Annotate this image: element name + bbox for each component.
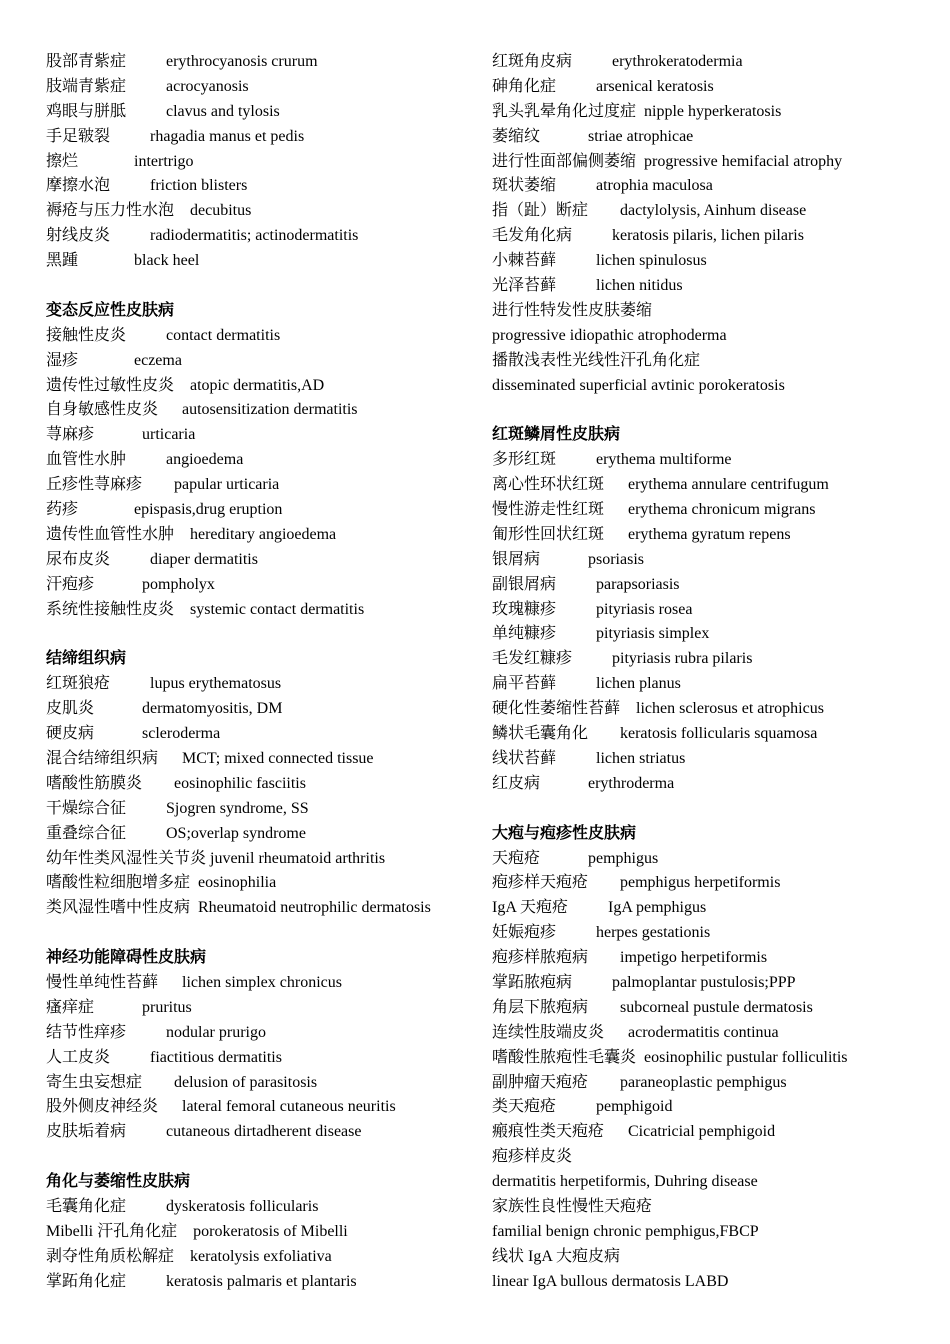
term-line: 擦烂 intertrigo — [46, 152, 194, 170]
term-line: 剥夺性角质松解症 keratolysis exfoliativa — [46, 1247, 332, 1265]
term-line: 鸡眼与胼胝 clavus and tylosis — [46, 102, 280, 120]
spacer — [46, 921, 466, 946]
term-line: 硬皮病 scleroderma — [46, 725, 221, 743]
term-line: 股部青紫症 erythrocyanosis crurum — [46, 53, 318, 70]
term-line: 副肿瘤天疱疮 paraneoplastic pemphigus — [492, 1073, 787, 1091]
term-line: 嗜酸性筋膜炎 eosinophilic fasciitis — [46, 774, 306, 792]
term-line: 汗疱疹 pompholyx — [46, 575, 215, 593]
term-line: 射线皮炎 radiodermatitis; actinodermatitis — [46, 227, 359, 245]
term-line: 瘙痒症 pruritus — [46, 998, 192, 1016]
term-line: 小棘苔藓 lichen spinulosus — [492, 252, 707, 270]
section-heading: 角化与萎缩性皮肤病 — [46, 1173, 191, 1191]
term-line: 丘疹性荨麻疹 papular urticaria — [46, 476, 280, 494]
term-line: 干燥综合征 Sjogren syndrome, SS — [46, 799, 309, 817]
term-line: 黑踵 black heel — [46, 252, 200, 270]
term-line: 血管性水肿 angioedema — [46, 451, 244, 469]
term-line: 光泽苔藓 lichen nitidus — [492, 277, 683, 295]
term-line: 幼年性类风湿性关节炎 juvenil rheumatoid arthritis — [46, 849, 386, 867]
term-line: 掌跖角化症 keratosis palmaris et plantaris — [46, 1272, 357, 1290]
term-line: 毛囊角化症 dyskeratosis follicularis — [46, 1197, 319, 1215]
term-line: 线状苔藓 lichen striatus — [492, 749, 686, 767]
section-heading: 红斑鳞屑性皮肤病 — [492, 426, 621, 444]
term-line: 萎缩纹 striae atrophicae — [492, 127, 694, 145]
term-line: 进行性特发性皮肤萎缩 — [492, 301, 653, 319]
term-line: 嗜酸性脓疱性毛囊炎 eosinophilic pustular folliculitis — [492, 1048, 848, 1066]
term-line: 遗传性过敏性皮炎 atopic dermatitis,AD — [46, 376, 325, 394]
term-line: 毛发红糠疹 pityriasis rubra pilaris — [492, 650, 753, 668]
term-line: 砷角化症 arsenical keratosis — [492, 77, 714, 95]
term-line: 家族性良性慢性天疱疮 — [492, 1197, 653, 1215]
term-line: 褥疮与压力性水泡 decubitus — [46, 202, 252, 220]
term-line: 疱疹样脓疱病 impetigo herpetiformis — [492, 949, 768, 967]
section-heading: 结缔组织病 — [46, 650, 127, 668]
term-line: 硬化性萎缩性苔藓 lichen sclerosus et atrophicus — [492, 700, 824, 718]
term-line: 扁平苔藓 lichen planus — [492, 675, 681, 693]
term-line: 重叠综合征 OS;overlap syndrome — [46, 824, 306, 842]
term-line: 肢端青紫症 acrocyanosis — [46, 77, 249, 95]
term-line: 湿疹 eczema — [46, 351, 182, 369]
term-line: 慢性游走性红斑 erythema chronicum migrans — [492, 501, 816, 519]
term-line: 妊娠疱疹 herpes gestationis — [492, 924, 711, 942]
term-line: 红斑狼疮 lupus erythematosus — [46, 675, 282, 693]
term-line: 多形红斑 erythema multiforme — [492, 451, 732, 469]
term-line: 玫瑰糠疹 pityriasis rosea — [492, 600, 693, 618]
term-line: 进行性面部偏侧萎缩 progressive hemifacial atrophy — [492, 152, 843, 170]
term-line: progressive idiopathic atrophoderma — [492, 326, 727, 344]
spacer — [46, 1145, 466, 1170]
term-line: 播散浅表性光线性汗孔角化症 — [492, 351, 701, 369]
term-line: 角层下脓疱病 subcorneal pustule dermatosis — [492, 998, 813, 1016]
term-line: 天疱疮 pemphigus — [492, 849, 659, 867]
spacer — [492, 398, 922, 423]
term-line: 摩擦水泡 friction blisters — [46, 177, 248, 195]
term-line: 单纯糠疹 pityriasis simplex — [492, 625, 710, 643]
term-line: 瘢痕性类天疱疮 Cicatricial pemphigoid — [492, 1123, 776, 1141]
term-line: 慢性单纯性苔藓 lichen simplex chronicus — [46, 973, 342, 991]
right-column — [492, 50, 922, 1295]
term-line: 副银屑病 parapsoriasis — [492, 575, 680, 593]
spacer — [46, 274, 466, 299]
section-heading: 变态反应性皮肤病 — [46, 301, 175, 319]
term-line: 线状 IgA 大疱皮病 — [492, 1247, 621, 1265]
term-line: 手足皲裂 rhagadia manus et pedis — [46, 127, 305, 145]
term-line: 皮肌炎 dermatomyositis, DM — [46, 700, 283, 718]
term-line: 毛发角化病 keratosis pilaris, lichen pilaris — [492, 227, 804, 245]
term-line: 荨麻疹 urticaria — [46, 426, 196, 444]
term-line: 疱疹样天疱疮 pemphigus herpetiformis — [492, 874, 781, 892]
term-line: 类天疱疮 pemphigoid — [492, 1098, 673, 1116]
section-heading: 神经功能障碍性皮肤病 — [46, 949, 207, 967]
term-line: 类风湿性嗜中性皮病 Rheumatoid neutrophilic dermatosis — [46, 899, 431, 917]
spacer — [492, 797, 922, 822]
term-line: 匍形性回状红斑 erythema gyratum repens — [492, 525, 791, 543]
term-line: Mibelli 汗孔角化症 porokeratosis of Mibelli — [46, 1222, 348, 1240]
term-line: 乳头乳晕角化过度症 nipple hyperkeratosis — [492, 102, 782, 120]
term-line: 掌跖脓疱病 palmoplantar pustulosis;PPP — [492, 973, 796, 991]
term-line: 股外侧皮神经炎 lateral femoral cutaneous neuritis — [46, 1098, 396, 1116]
term-line: 疱疹样皮炎 — [492, 1148, 573, 1166]
term-line: IgA 天疱疮 IgA pemphigus — [492, 899, 707, 917]
term-line: linear IgA bullous dermatosis LABD — [492, 1272, 729, 1290]
term-line: 银屑病 psoriasis — [492, 550, 645, 568]
term-line: 尿布皮炎 diaper dermatitis — [46, 550, 258, 568]
term-line: 红皮病 erythroderma — [492, 774, 675, 792]
term-line: 结节性痒疹 nodular prurigo — [46, 1023, 266, 1041]
term-line: 斑状萎缩 atrophia maculosa — [492, 177, 713, 195]
term-line: 人工皮炎 fiactitious dermatitis — [46, 1048, 282, 1066]
term-line: 寄生虫妄想症 delusion of parasitosis — [46, 1073, 318, 1091]
term-line: 接触性皮炎 contact dermatitis — [46, 326, 281, 344]
term-line: 系统性接触性皮炎 systemic contact dermatitis — [46, 600, 365, 618]
term-line: 混合结缔组织病 MCT; mixed connected tissue — [46, 749, 374, 767]
term-line: familial benign chronic pemphigus,FBCP — [492, 1222, 759, 1240]
term-line: 连续性肢端皮炎 acrodermatitis continua — [492, 1023, 779, 1041]
term-line: 鳞状毛囊角化 keratosis follicularis squamosa — [492, 725, 818, 743]
left-column — [46, 50, 466, 1295]
term-line: 红斑角皮病 erythrokeratodermia — [492, 53, 743, 70]
term-line: 遗传性血管性水肿 hereditary angioedema — [46, 525, 337, 543]
term-line: dermatitis herpetiformis, Duhring disease — [492, 1173, 758, 1191]
term-line: 嗜酸性粒细胞增多症 eosinophilia — [46, 874, 277, 892]
term-line: disseminated superficial avtinic porokeratosis — [492, 376, 785, 394]
term-line: 自身敏感性皮炎 autosensitization dermatitis — [46, 401, 358, 419]
spacer — [46, 622, 466, 647]
term-line: 皮肤垢着病 cutaneous dirtadherent disease — [46, 1123, 362, 1141]
term-line: 指（趾）断症 dactylolysis, Ainhum disease — [492, 202, 807, 220]
term-line: 离心性环状红斑 erythema annulare centrifugum — [492, 476, 829, 494]
section-heading: 大疱与疱疹性皮肤病 — [492, 824, 637, 842]
term-line: 药疹 epispasis,drug eruption — [46, 501, 283, 519]
